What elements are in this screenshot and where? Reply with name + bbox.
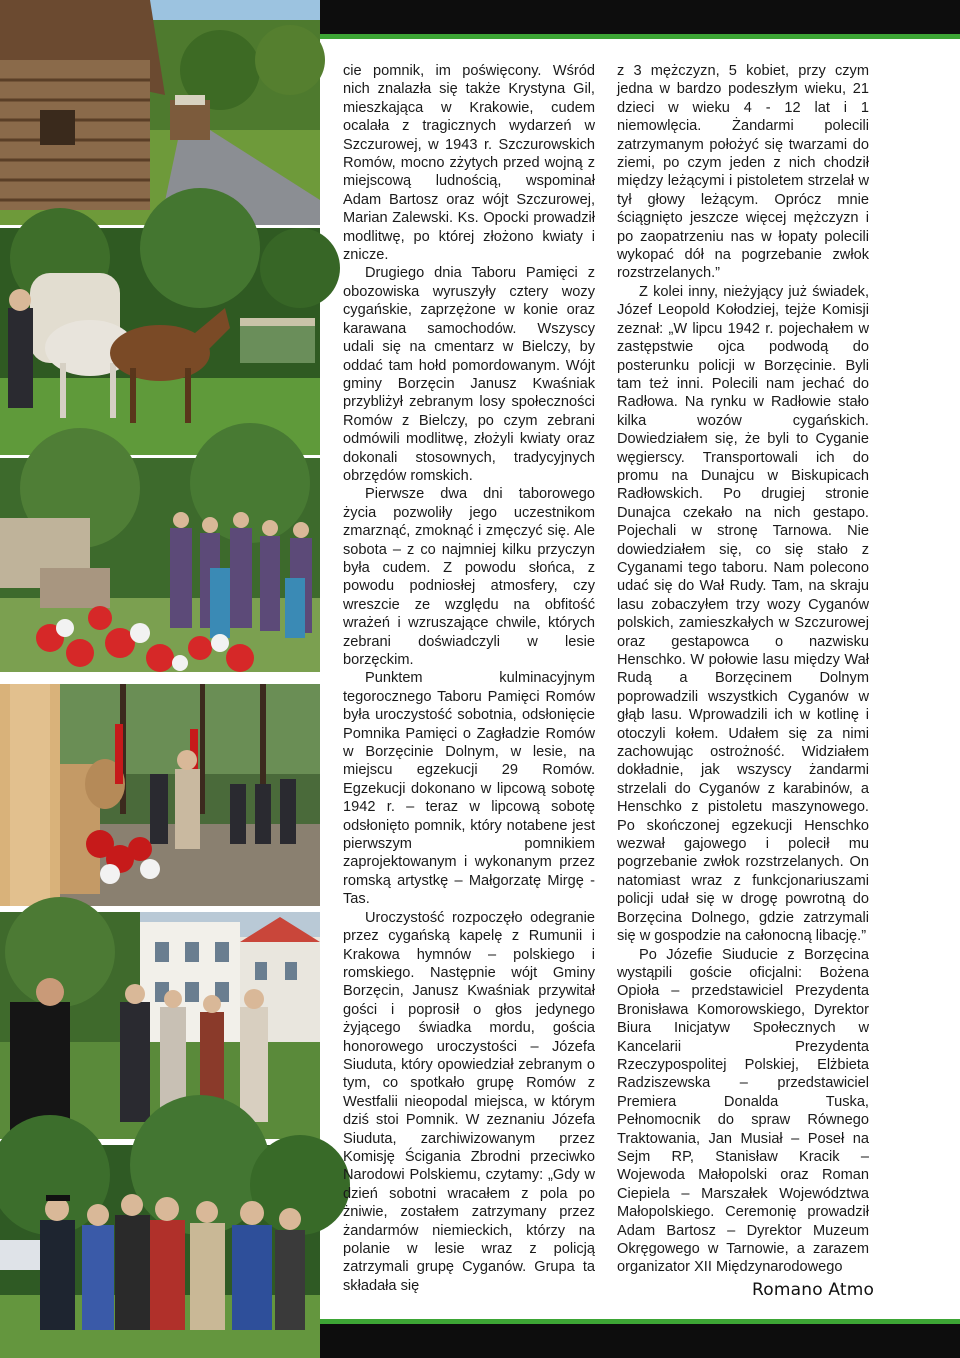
bottom-bar <box>320 1324 960 1358</box>
top-accent-line <box>320 34 960 39</box>
paragraph: z 3 mężczyzn, 5 kobiet, przy czym jedna w bardzo podeszłym wieku, 21 dzieci w wieku 4 - 12 lat i 1 niemowlęcia. Żandarmi polecili zatrzymanym położyć się twarzami do ziemi, po czym jeden z nich chodził między leżącymi i pistoletem strzelał w tył głowy leżącym. Oprócz mnie ściągnięto jeszcze więcej mężczyzn i po zaopatrzeniu nas w łopaty polecili wykopać dół na pogrzebanie zwłok rozstrzelanych.” <box>617 63 869 282</box>
paragraph: cie pomnik, im poświęcony. Wśród nich znalazła się także Krystyna Gil, mieszkająca w Krakowie, cudem ocalała z tragicznych wydarzeń w Szczurowej, w 1943 r. Szczurowskich Romów, mocno zżytych przed wojną z miejscową ludnością, wspominał Adam Bartosz oraz wójt Szczurowej, Marian Zalewski. Ks. Opocki prowadził modlitwę, po której złożono kwiaty i znicze. <box>343 63 595 264</box>
cemetery-gathering-photo <box>0 458 320 672</box>
paragraph: Drugiego dnia Taboru Pamięci z obozowiska wyruszyły cztery wozy cygańskie, zaprzężone w konie oraz karawana samochodów. Wszyscy udali się na cmentarz w Bielczy, by oddać tam hołd pomordowanym. Wójt gminy Borzęcin Janusz Kwaśniak przybliżył zebranym losy społeczności Romów z Bielczy, po czym zebrani odmówili modlitwę, złożyli kwiaty oraz dokonali stosownych, tradycyjnych obrzędów romskich. <box>343 265 595 484</box>
article-column-left <box>343 62 595 1294</box>
monument-ceremony-photo <box>0 684 320 906</box>
group-portrait-photo <box>0 1145 320 1358</box>
magazine-brand: Romano Atmo <box>752 1280 875 1300</box>
wooden-house-road-photo <box>0 0 320 225</box>
paragraph: Punktem kulminacyjnym tegorocznego Taboru Pamięci Romów była uroczystość sobotnia, odsłonięcie Pomnika Pamięci o Zagładzie Romów w Borzęcinie Dolnym, w lesie, na miejscu egzekucji 29 Romów. Egzekucji dokonano w lipcową sobotę 1942 r. – teraz w lipcową sobotę odsłonięto pomnik, który notabene jest pierwszym pomnikiem zaprojektowanym i wykonanym przez romską artystkę – Małgorzatę Mirgę - Tas. <box>343 670 595 908</box>
paragraph: Po Józefie Siuducie z Borzęcina wystąpili goście oficjalni: Bożena Opioła – przedstawiciel Prezydenta Bronisława Komorowskiego, Dyrektor Biura Inicjatyw Społecznych w Kancelarii Prezydenta Rzeczypospolitej Polskiej, Elżbieta Radziszewska – przedstawiciel Premiera Donalda Tuska, Pełnomocnik do spraw Równego Traktowania, Jan Musiał – Poseł na Sejm RP, Stanisław Kracik – Wojewoda Małopolski oraz Roman Ciepiela – Marszałek Województwa Małopolskiego. Ceremonię prowadził Adam Bartosz – Dyrektor Muzeum Okręgowego w Tarnowie, a zarazem organizator XII Międzynarodowego <box>617 946 869 1276</box>
top-bar <box>320 0 960 34</box>
article-column-right <box>617 62 869 1276</box>
paragraph: Z kolei inny, nieżyjący już świadek, Józef Leopold Kołodziej, tejże Komisji zeznał: „W lipcu 1942 r. pojechałem w zastępstwie ojca podwodą do posterunku policji w Borzęcinie. Byli tam też inni. Polecili nam jechać do Radłowa. Na rynku w Radłowie stało kilka wozów cygańskich. Dowiedziałem się, że byli to Cyganie węgierscy. Transportowali ich do promu na Dunajcu w Biskupicach Radłowskich. Po drugiej stronie Dunajca czekało na nich gestapo. Pojechali w stronę Tarnowa. Nie dowiedziałem się, co się stało z Cyganami tego taboru. Nam polecono udać się do Wał Rudy. Tam, na skraju lasu zobaczyłem trzy wozy Cyganów polskich, zamieszkałych w Szczurowej oraz gestapowca o nazwisku Henschko. W połowie lasu między Wał Rudą a Borzęcinem Dolnym poprowadzili wszystkich Cyganów w głąb lasu. Wprowadzili ich w kotlinę i otoczyli kołem. Udałem się za nimi zachowując ostrożność. Widziałem dokładnie, jak wszyscy żandarmi strzelali do Cyganów z karabinów, a Henschko z pistoletu maszynowego. Po skończonej egzekucji Henschko wezwał gajowego i polecił mu pogrzebanie zwłok rozstrzelanych. On natomiast wraz z funkcjonariuszami policji udał się w drogę powrotną do Borzęcina Dolnego, gdzie zatrzymali się w gospodzie na całonocną libację.” <box>617 283 869 945</box>
paragraph: Pierwsze dwa dni taborowego życia pozwoliły jego uczestnikom zmarznąć, zmoknąć i zmęczyć się. Ale sobota – z co najmniej kilku przyczyn była cudem. Z powodu słońca, z powodu podniosłej atmosfery, czy wreszcie ze względu na obfitość wrażeń i wzruszające chwile, których zebrani doświadczyli w lesie borzęckim. <box>343 486 595 668</box>
paragraph: Uroczystość rozpoczęło odegranie przez cygańską kapelę z Rumunii i Krakowa hymnów – polskiego i romskiego. Następnie wójt Gminy Borzęcin, Janusz Kwaśniak przywitał gości i poprosił o głos jedynego żyjącego świadka mordu, gościa honorowego uroczystości – Józefa Siuduta, który opowiedział zebranym o tym, co spotkało grupę Romów z Westfalii nieopodal miejsca, w którym dziś stoi Pomnik. W zeznaniu Józefa Siuduta, zarchiwizowanym przez Komisję Ścigania Zbrodni przeciwko Narodowi Polskiemu, czytamy: „Gdy w dzień sobotni wracałem z pola po żniwie, zostałem zatrzymany przez żandarmów niemieckich, którzy na polanie w lesie wraz z policją zatrzymali grupę Cyganów. Grupa ta składała się <box>343 909 595 1294</box>
photo-strip <box>0 0 320 1358</box>
horse-wagon-photo <box>0 228 320 455</box>
dancing-courtyard-photo <box>0 912 320 1139</box>
